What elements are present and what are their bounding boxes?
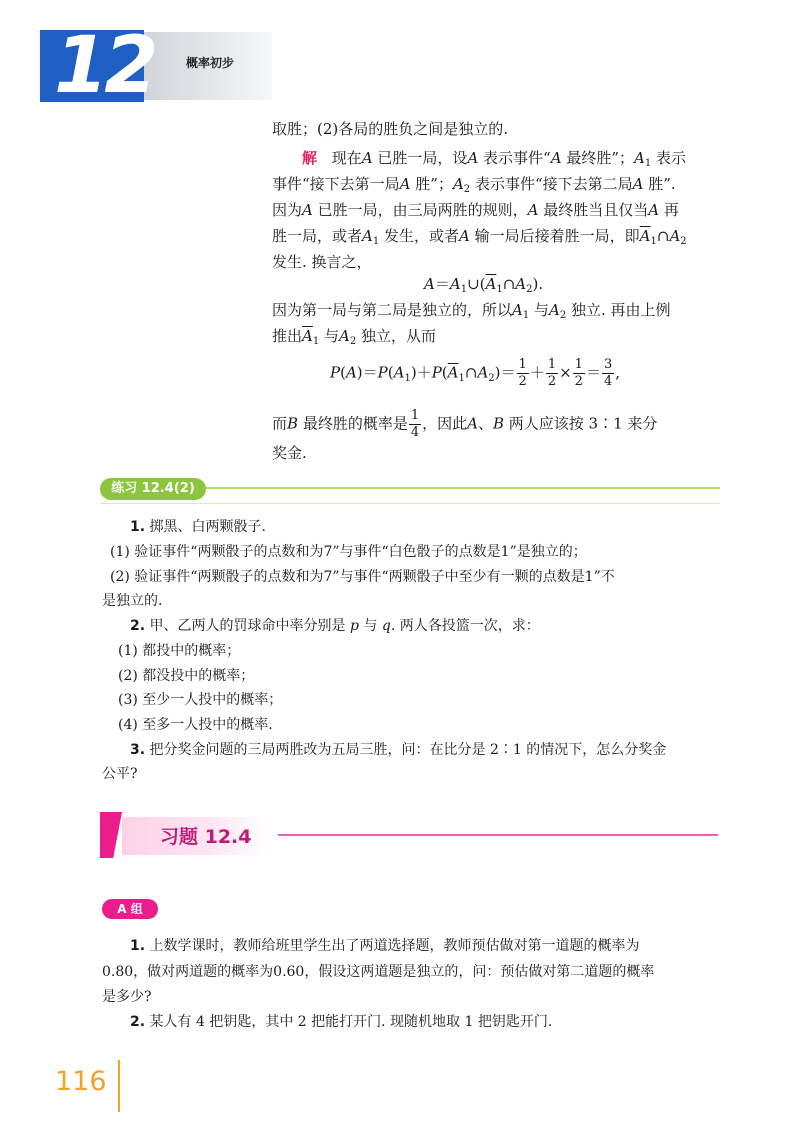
- exercise-banner-tab: [100, 812, 122, 858]
- exercise-q1a: 1. 上数学课时，教师给班里学生出了两道选择题，教师预估做对第一道题的概率为: [130, 938, 640, 954]
- exercise-q1b: 0.80，做对两道题的概率为0.60，假设这两道题是独立的，问：预估做对第二道题的概率: [102, 964, 655, 980]
- practice-divider-light: [100, 503, 720, 504]
- practice-q2-4: (4) 至多一人投中的概率.: [118, 717, 273, 733]
- chapter-number: 12: [54, 21, 155, 111]
- solution-line-4: 胜一局，或者$A_1$ 发生，或者A 输一局后接着胜一局，即$\overline{A}_1\cap A_2$: [272, 227, 687, 247]
- chapter-title: 概率初步: [186, 56, 235, 70]
- exercise-q2: 2. 某人有 4 把钥匙，其中 2 把能打开门. 现随机地取 1 把钥匙开门.: [130, 1014, 553, 1030]
- practice-divider: [206, 487, 720, 489]
- practice-q2-2: (2) 都没投中的概率；: [118, 668, 255, 684]
- practice-q1-2a: (2) 验证事件“两颗骰子的点数和为7”与事件“两颗骰子中至少有一颗的点数是1”不: [110, 569, 615, 585]
- solution-line-1: 解 现在A 已胜一局，设A 表示事件“A 最终胜”；$A_1$ 表示: [302, 149, 686, 169]
- practice-q2: 2. 甲、乙两人的罚球命中率分别是 p 与 q. 两人各投篮一次，求：: [130, 618, 540, 634]
- solution-line-0: 取胜；(2)各局的胜负之间是独立的.: [272, 120, 509, 138]
- exercise-q1c: 是多少?: [102, 989, 152, 1005]
- solution-label: 解: [302, 149, 318, 167]
- solution-line-6: 因为第一局与第二局是独立的，所以$A_1$ 与$A_2$ 独立. 再由上例: [272, 301, 671, 321]
- practice-q3a: 3. 把分奖金问题的三局两胜改为五局三胜，问：在比分是 2∶1 的情况下，怎么分奖金: [130, 742, 667, 758]
- practice-q1-1: (1) 验证事件“两颗骰子的点数和为7”与事件“白色骰子的点数是1”是独立的；: [110, 544, 587, 560]
- solution-line-7: 推出$\overline{A}_1$ 与$A_2$ 独立，从而: [272, 327, 437, 347]
- practice-q2-1: (1) 都投中的概率；: [118, 643, 241, 659]
- solution-line-3: 因为A 已胜一局，由三局两胜的规则，A 最终胜当且仅当A 再: [272, 201, 679, 219]
- solution-line-2: 事件“接下去第一局A 胜”；$A_2$ 表示事件“接下去第二局A 胜”.: [272, 175, 676, 195]
- practice-tag: 练习 12.4(2): [100, 478, 206, 500]
- chapter-header: [40, 21, 272, 111]
- solution-line-8: 而B 最终胜的概率是 $\frac{1}{4}$ ，因此A、B 两人应该按 3∶1 来分: [272, 408, 658, 440]
- solution-line-9: 奖金.: [272, 444, 307, 462]
- exercise-divider: [278, 834, 718, 836]
- solution-line-5: 发生. 换言之，: [272, 253, 372, 271]
- formula-2: $P(A)=P(A_1)+P(\overline{A}_1\cap A_2)=$ $\frac{1}{2}$ ＋ $\frac{1}{2}$ × $\frac{1}{2}$ ＝ $\frac{3}{4}$ ,: [330, 357, 621, 389]
- page-number: 116: [55, 1066, 107, 1097]
- exercise-title: 习题 12.4: [160, 826, 252, 848]
- practice-q3b: 公平?: [102, 766, 138, 782]
- group-a-tag: A 组: [102, 899, 158, 919]
- page-number-bar: [118, 1060, 120, 1112]
- practice-q1: 1. 掷黑、白两颗骰子.: [130, 519, 266, 535]
- practice-q2-3: (3) 至少一人投中的概率；: [118, 692, 283, 708]
- formula-1: $A=A_1\cup(\overline{A}_1\cap A_2)$.: [424, 275, 544, 295]
- practice-q1-2b: 是独立的.: [102, 593, 163, 609]
